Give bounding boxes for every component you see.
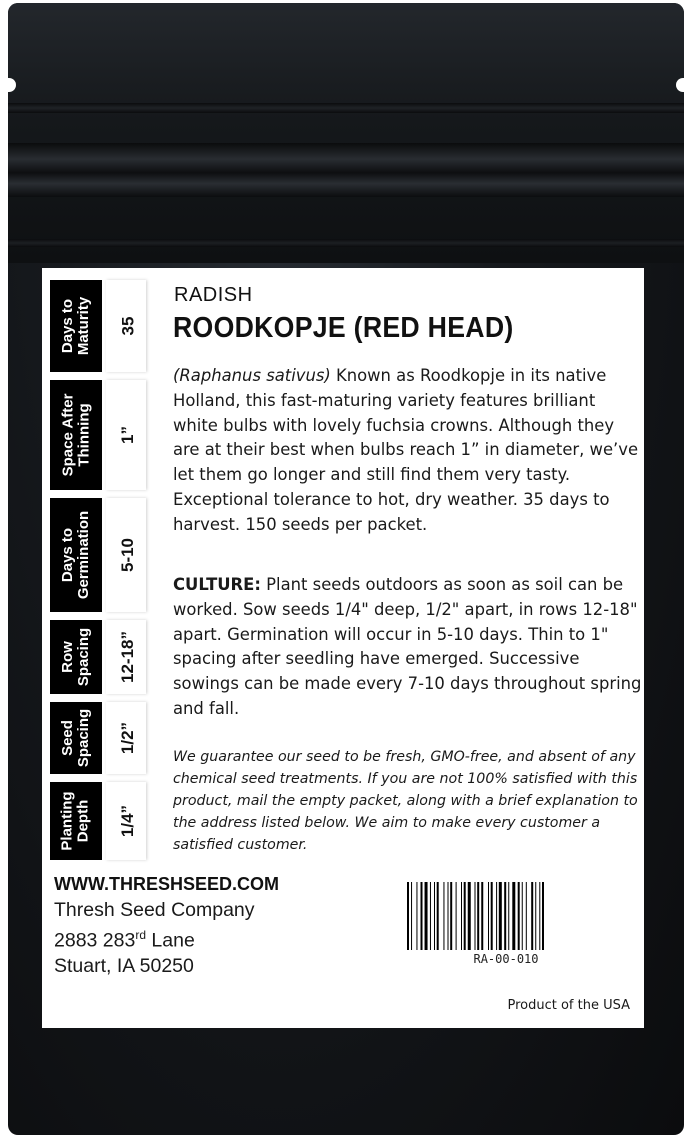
barcode-bar [443, 882, 444, 950]
barcode [407, 882, 605, 950]
barcode-bar [535, 882, 536, 950]
barcode-bar [491, 882, 493, 950]
barcode-bar [421, 882, 423, 950]
stat-value: 12-18” [117, 631, 137, 683]
stat-days-to-maturity [50, 280, 154, 372]
barcode-bar [542, 882, 544, 950]
packet-seam-top [8, 103, 684, 113]
barcode-bar [425, 882, 428, 950]
stat-label: Seed Spacing [59, 708, 93, 768]
barcode-bar [488, 882, 489, 950]
variety-description [173, 364, 643, 538]
barcode-bar [430, 882, 431, 950]
barcode-bar [526, 882, 527, 950]
company-website: WWW.THRESHSEED.COM [54, 874, 279, 894]
product-origin: Product of the USA [507, 998, 630, 1013]
culture-text: Plant seeds outdoors as soon as soil can be worked. Sow seeds 1/4" deep, 1/2" apart, in rows 12-18" apart. Germination will occur in 5-10 days. Thin to 1" spacing after seedling have emerged. Successive sowings can be made every 7-10 days throughout spring and fall. [173, 575, 642, 718]
stat-value: 1” [118, 426, 137, 444]
barcode-bar [496, 882, 497, 950]
company-address [54, 898, 255, 979]
stat-label: Days to Germination [59, 510, 93, 600]
barcode-text: RA-00-010 [473, 952, 539, 966]
stat-value: 5-10 [118, 537, 137, 573]
packet-label [42, 268, 644, 1028]
barcode-bar [411, 882, 412, 950]
barcode-bar [461, 882, 462, 950]
tear-notch-right [676, 78, 684, 92]
barcode-bar [504, 882, 506, 950]
barcode-bar [499, 882, 502, 950]
barcode-bar [508, 882, 509, 950]
company-street [54, 923, 255, 954]
company-city: Stuart, IA 50250 [54, 954, 194, 977]
zipper-seal [8, 143, 684, 197]
stat-value: 1/4” [117, 804, 137, 838]
barcode-bar [518, 882, 520, 950]
company-name: Thresh Seed Company [54, 899, 255, 921]
description-text: Known as Roodkopje in its native Holland, this fast-maturing variety features brilliant white bulbs with lovely fuchsia crowns. Although they are at their best when bulbs reach 1” in diameter, we’ve let them go longer and still find them very tasty. Exceptional tolerance to hot, dry weather. 35 days to harvest. 150 seeds per packet. [173, 366, 639, 534]
barcode-bar [477, 882, 479, 950]
barcode-bar [481, 882, 483, 950]
stat-label: Space After Thinning [59, 393, 92, 477]
barcode-bar [475, 882, 476, 950]
barcode-bar [450, 882, 452, 950]
latin-name: (Raphanus sativus) [173, 366, 331, 385]
street-number: 2883 283 [54, 929, 136, 952]
barcode-bar [468, 882, 471, 950]
barcode-bar [407, 882, 409, 950]
barcode-bar [456, 882, 457, 950]
street-suffix: rd [135, 928, 147, 942]
plant-category: RADISH [174, 284, 253, 306]
barcode-bar [522, 882, 523, 950]
packet-seam-bottom [8, 239, 684, 247]
stat-row-spacing [50, 620, 154, 694]
barcode-bar [434, 882, 435, 950]
culture-heading: CULTURE: [173, 575, 261, 594]
barcode-bar [464, 882, 466, 950]
culture-instructions [173, 573, 643, 722]
barcode-bar [531, 882, 533, 950]
barcode-bar [416, 882, 417, 950]
stat-label: Planting Depth [59, 791, 93, 851]
barcode-bar [512, 882, 515, 950]
stat-label: Days to Maturity [59, 296, 92, 356]
stat-days-to-germination [50, 498, 154, 612]
barcode-bar [539, 882, 540, 950]
stat-planting-depth [50, 782, 154, 860]
stat-seed-spacing [50, 702, 154, 774]
variety-name: ROODKOPJE (RED HEAD) [173, 312, 514, 344]
stat-value: 35 [117, 316, 137, 336]
street-rest: Lane [146, 929, 195, 952]
guarantee-text: We guarantee our seed to be fresh, GMO-free, and absent of any chemical seed treatments. If you are not 100% satisfied with this product, mail the empty packet, along with a brief explanation to the address listed below. We aim to make every customer a satisfied customer. [173, 749, 638, 853]
barcode-bar [448, 882, 449, 950]
stat-label: Row Spacing [59, 627, 93, 687]
barcode-bar [437, 882, 439, 950]
stat-value: 1/2” [117, 721, 137, 755]
stat-space-after-thinning [50, 380, 154, 490]
